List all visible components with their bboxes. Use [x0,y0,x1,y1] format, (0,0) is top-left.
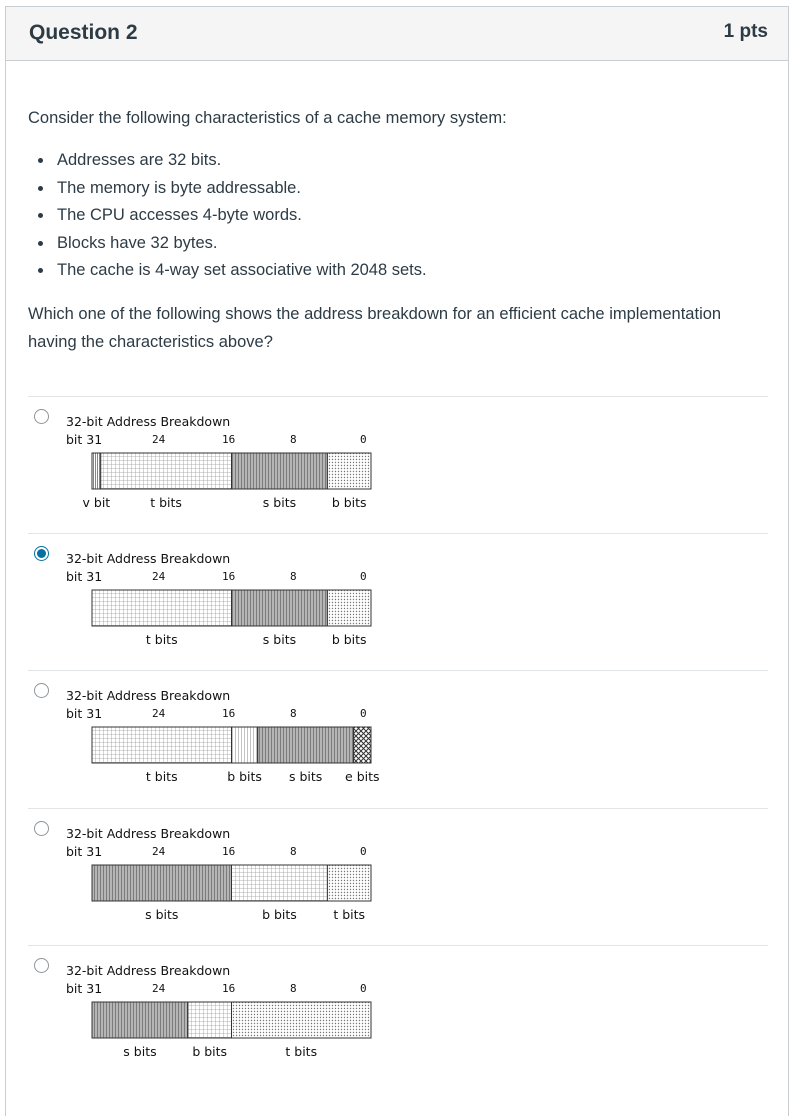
bit-field-label: b bits [331,632,367,647]
bit-tick-label: 24 [152,982,166,995]
bit-field-segment [232,453,328,489]
list-item: Blocks have 32 bytes. [28,233,427,261]
bit-field-label: v bit [82,495,111,510]
address-breakdown-bar [91,1001,372,1039]
bit-tick-label: 0 [360,570,367,583]
bit-31-label: bit 31 [66,706,103,721]
bit-tick-label: 8 [290,982,297,995]
answer-radio-2[interactable] [34,546,49,561]
bit-field-segment [354,727,371,763]
bit-field-label: b bits [331,495,367,510]
question-intro: Consider the following characteristics of a cache memory system: [28,109,507,127]
bit-tick-label: 0 [360,707,367,720]
bit-tick-label: 0 [360,982,367,995]
question-header [6,7,788,61]
option-divider [28,533,768,534]
list-item: The cache is 4-way set associative with 2048 sets. [28,260,427,288]
bit-field-segment [232,727,258,763]
diagram-heading: 32-bit Address Breakdown [66,414,231,429]
bit-field-label: s bits [262,632,297,647]
list-item: The memory is byte addressable. [28,178,427,206]
bit-field-segment [101,453,232,489]
bit-tick-label: 8 [290,707,297,720]
bit-tick-label: 16 [222,845,236,858]
question-points: 1 pts [723,21,768,42]
bit-tick-label: 16 [222,982,236,995]
option-divider [28,808,768,809]
list-item: Addresses are 32 bits. [28,150,427,178]
bit-field-segment [327,590,371,626]
bit-field-segment [92,453,101,489]
bit-field-label: t bits [145,632,178,647]
bit-field-label: e bits [345,769,380,784]
bit-field-segment [327,865,371,901]
bit-field-segment [92,865,232,901]
characteristics-list [28,150,427,288]
diagram-heading: 32-bit Address Breakdown [66,551,231,566]
bit-field-segment [232,1002,372,1038]
bit-field-segment [232,590,328,626]
bit-field-label: t bits [150,495,182,510]
bit-field-label: t bits [285,1044,318,1059]
bit-field-label: b bits [262,907,297,922]
bit-field-label: s bits [123,1044,157,1059]
diagram-heading: 32-bit Address Breakdown [66,826,231,841]
answer-radio-4[interactable] [34,821,49,836]
bit-field-segment [327,453,371,489]
bit-field-label: t bits [145,769,178,784]
bit-field-label: s bits [288,769,323,784]
bit-field-segment [232,865,328,901]
bit-field-label: t bits [333,907,366,922]
bit-tick-label: 24 [152,433,166,446]
bit-tick-label: 16 [222,433,236,446]
bit-field-segment [258,727,354,763]
bit-tick-label: 8 [290,433,297,446]
bit-field-label: s bits [145,907,179,922]
diagram-heading: 32-bit Address Breakdown [66,963,231,978]
question-prompt: Which one of the following shows the address breakdown for an efficient cache implementation having the characteristics above? [28,305,722,351]
address-breakdown-bar [91,452,372,490]
address-breakdown-bar [91,864,372,902]
bit-tick-label: 8 [290,570,297,583]
option-divider [28,945,768,946]
bit-31-label: bit 31 [66,981,103,996]
bit-tick-label: 0 [360,845,367,858]
bit-field-label: b bits [192,1044,228,1059]
address-breakdown-bar [91,726,372,764]
answer-radio-5[interactable] [34,958,49,973]
bit-31-label: bit 31 [66,844,103,859]
bit-field-label: b bits [227,769,262,784]
bit-tick-label: 0 [360,433,367,446]
bit-field-segment [92,1002,188,1038]
bit-field-segment [188,1002,232,1038]
bit-31-label: bit 31 [66,569,103,584]
option-divider [28,396,768,397]
answer-radio-3[interactable] [34,683,49,698]
diagram-heading: 32-bit Address Breakdown [66,688,231,703]
bit-field-segment [92,590,232,626]
bit-tick-label: 24 [152,707,166,720]
bit-tick-label: 16 [222,707,236,720]
question-title: Question 2 [29,21,138,44]
option-divider [28,670,768,671]
bit-tick-label: 24 [152,845,166,858]
bit-field-segment [92,727,232,763]
address-breakdown-bar [91,589,372,627]
bit-tick-label: 24 [152,570,166,583]
bit-31-label: bit 31 [66,432,103,447]
list-item: The CPU accesses 4-byte words. [28,205,427,233]
bit-field-label: s bits [262,495,297,510]
answer-radio-1[interactable] [34,409,49,424]
bit-tick-label: 16 [222,570,236,583]
bit-tick-label: 8 [290,845,297,858]
